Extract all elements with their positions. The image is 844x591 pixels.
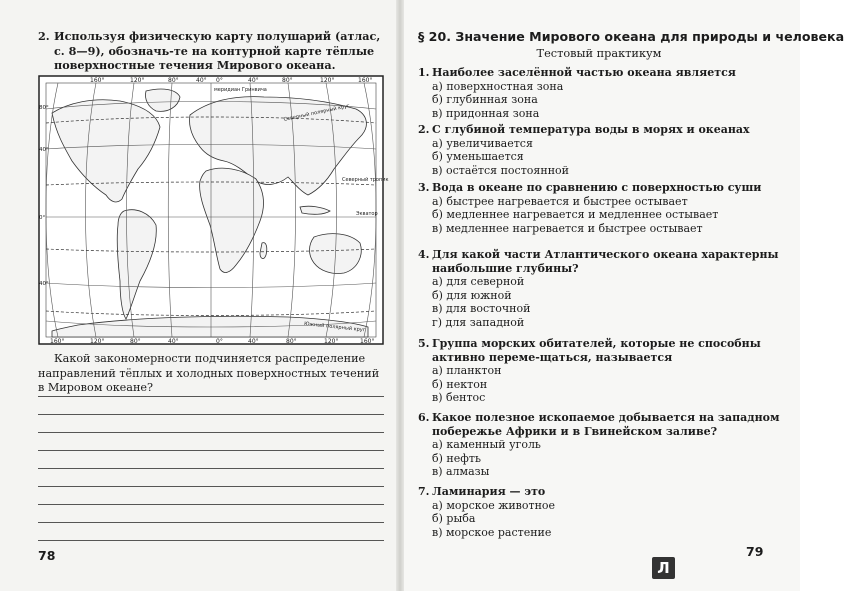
question-4-number: 4. — [418, 248, 430, 261]
option[interactable]: а) планктон — [432, 364, 502, 377]
lon-label-top: 160° — [90, 77, 105, 84]
option[interactable]: в) алмазы — [432, 465, 490, 478]
question-3-number: 3. — [418, 181, 430, 194]
test-question-6 — [418, 411, 780, 479]
lon-label-top: 80° — [282, 77, 293, 84]
test-question-4 — [418, 248, 780, 329]
answer-line[interactable] — [38, 432, 384, 433]
lon-label-bottom: 0° — [216, 338, 223, 345]
question-1-number: 1. — [418, 66, 430, 79]
option[interactable]: в) придонная зона — [432, 106, 540, 120]
question-6-number: 6. — [418, 411, 430, 424]
question-5-number: 5. — [418, 337, 430, 350]
answer-line[interactable] — [38, 414, 384, 415]
answer-line[interactable] — [38, 468, 384, 469]
page-number-left: 78 — [38, 548, 56, 563]
question-5-text: 5. Группа морских обитателей, которые не способны активно переме-щаться, называется — [418, 337, 761, 364]
task-2 — [38, 29, 384, 73]
antarctic-circle-label: Южный полярный круг — [303, 321, 366, 334]
task-text: Используя физическую карту полушарий (атлас, с. 8—9), обозначь-те на контурной карте тёплые поверхностные течения Мирового океана. — [54, 29, 381, 72]
option[interactable]: в) бентос — [432, 391, 486, 404]
section-title: § 20. Значение Мирового океана для природы и человека — [418, 29, 844, 44]
lon-label-bottom: 160° — [360, 338, 375, 345]
question-2-text: 2. С глубиной температура воды в морях и океанах — [418, 123, 750, 136]
lon-label-bottom: 160° — [50, 338, 65, 345]
question-3-text: 3. Вода в океане по сравнению с поверхностью суши — [418, 181, 762, 194]
option[interactable]: б) нефть — [432, 451, 481, 465]
option[interactable]: б) уменьшается — [432, 150, 524, 163]
answer-line[interactable] — [38, 504, 384, 505]
lon-label-top: 160° — [358, 77, 373, 84]
option[interactable]: а) каменный уголь — [432, 438, 541, 451]
lon-label-bottom: 80° — [286, 338, 297, 345]
option[interactable]: в) для восточной — [432, 302, 531, 315]
question-1-text: 1. Наиболее заселённой частью океана является — [418, 66, 736, 79]
option[interactable]: а) морское животное — [432, 498, 556, 512]
test-question-2 — [418, 123, 780, 177]
test-question-3 — [418, 181, 780, 235]
lat-label: 40° — [39, 281, 49, 287]
lon-label-top: 80° — [168, 77, 179, 84]
question-text: Какой закономерности подчиняется распределение направлений тёплых и холодных поверхностных течений в Мировом океане? — [38, 352, 380, 394]
task-number: 2. — [38, 29, 50, 43]
question-6-text: 6. Какое полезное ископаемое добывается на западном побережье Африки и в Гвинейском заливе? — [418, 411, 780, 438]
option[interactable]: а) поверхностная зона — [432, 79, 564, 93]
answer-line[interactable] — [38, 486, 384, 487]
option[interactable]: а) для северной — [432, 275, 525, 288]
option[interactable]: б) рыба — [432, 512, 476, 525]
book-spine — [396, 0, 404, 591]
lon-label-bottom: 80° — [130, 338, 141, 345]
lat-label: 40° — [39, 147, 49, 153]
question-7-number: 7. — [418, 485, 430, 498]
greenwich-label: меридиан Гринвича — [214, 87, 267, 93]
test-question-1 — [418, 66, 780, 120]
contour-map — [38, 75, 389, 345]
equator-label: Экватор — [356, 211, 378, 217]
lon-label-bottom: 40° — [248, 338, 259, 345]
answer-line[interactable] — [38, 522, 384, 523]
tropic-north-label: Северный тропик — [342, 177, 389, 183]
publisher-logo-icon: Л — [652, 557, 675, 579]
answer-line[interactable] — [38, 450, 384, 451]
option[interactable]: а) увеличивается — [432, 136, 533, 150]
option[interactable]: в) медленнее нагревается и быстрее остывает — [432, 221, 703, 235]
lon-label-top: 40° — [196, 77, 207, 84]
option[interactable]: б) нектон — [432, 377, 488, 391]
option[interactable]: б) для южной — [432, 288, 512, 302]
option[interactable]: б) глубинная зона — [432, 93, 538, 106]
answer-line[interactable] — [38, 396, 384, 397]
lon-label-top: 0° — [216, 77, 223, 84]
lon-label-bottom: 40° — [168, 338, 179, 345]
lon-label-bottom: 120° — [90, 338, 105, 345]
page-number-right: 79 — [746, 544, 764, 559]
option[interactable]: а) быстрее нагревается и быстрее остывает — [432, 194, 688, 208]
option[interactable]: г) для западной — [432, 315, 525, 329]
subtitle: Тестовый практикум — [536, 47, 662, 60]
lon-label-top: 40° — [248, 77, 259, 84]
test-question-5 — [418, 337, 780, 405]
lat-label: 0° — [39, 215, 46, 221]
lon-label-top: 120° — [130, 77, 145, 84]
test-question-7 — [418, 485, 780, 539]
question-4-text: 4. Для какой части Атлантического океана характерны наибольшие глубины? — [418, 248, 779, 275]
lon-label-bottom: 120° — [324, 338, 339, 345]
arctic-circle-label: Северный полярный круг — [283, 103, 351, 123]
option[interactable]: б) медленнее нагревается и медленнее остывает — [432, 208, 719, 221]
question-2-number: 2. — [418, 123, 430, 136]
answer-line[interactable] — [38, 540, 384, 541]
question-7-text: 7. Ламинария — это — [418, 485, 546, 498]
option[interactable]: в) остаётся постоянной — [432, 163, 569, 177]
option[interactable]: в) морское растение — [432, 525, 552, 539]
lat-label: 80° — [39, 105, 49, 111]
lon-label-top: 120° — [320, 77, 335, 84]
